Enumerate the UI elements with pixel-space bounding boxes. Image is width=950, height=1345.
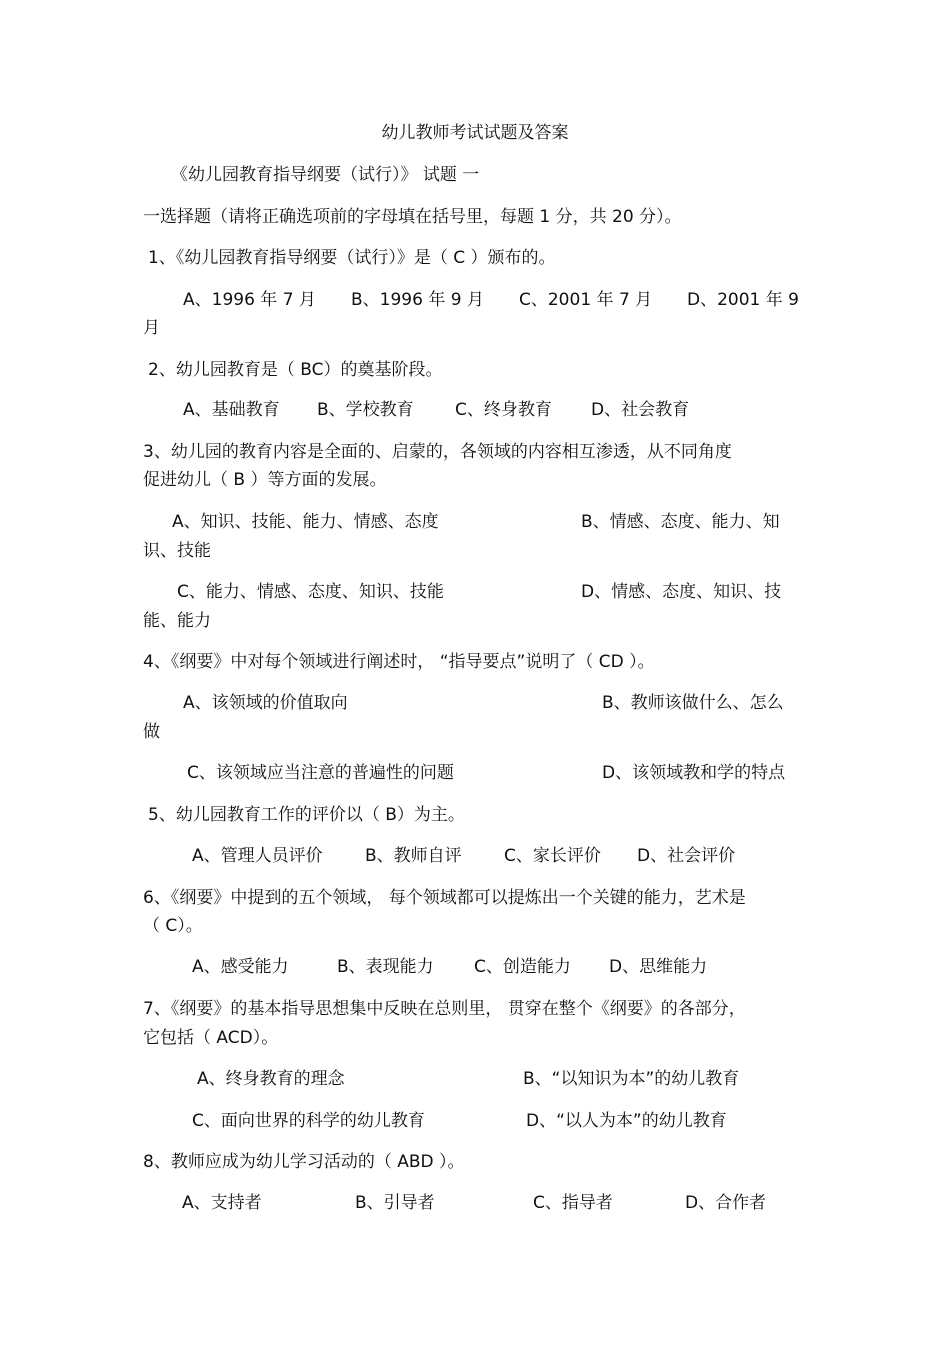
question-2-option-d: D、社会教育	[591, 400, 690, 420]
question-6-option-c: C、创造能力	[474, 957, 571, 977]
question-1-option-d-wrap: 月	[143, 318, 160, 338]
question-2-stem: 2、幼儿园教育是（ BC）的奠基阶段。	[148, 360, 443, 380]
question-6-option-d: D、思维能力	[609, 957, 708, 977]
question-6-stem-line-1: 6、《纲要》中提到的五个领域， 每个领域都可以提炼出一个关键的能力，艺术是	[143, 888, 746, 908]
question-1-option-a: A、1996 年 7 月	[183, 290, 316, 310]
question-5-option-a: A、管理人员评价	[192, 846, 323, 866]
document-title: 幼儿教师考试试题及答案	[381, 123, 569, 143]
question-4-option-d: D、该领域教和学的特点	[602, 763, 786, 783]
question-2-option-a: A、基础教育	[183, 400, 280, 420]
question-3-option-c: C、能力、情感、态度、知识、技能	[177, 582, 444, 602]
question-7-stem-line-1: 7、《纲要》的基本指导思想集中反映在总则里， 贯穿在整个《纲要》的各部分，	[143, 999, 746, 1019]
question-5-option-c: C、家长评价	[504, 846, 601, 866]
question-2-option-b: B、学校教育	[317, 400, 414, 420]
question-1-option-d: D、2001 年 9	[687, 290, 799, 310]
question-3-stem-line-1: 3、幼儿园的教育内容是全面的、启蒙的，各领域的内容相互渗透，从不同角度	[143, 442, 732, 462]
question-4-option-a: A、该领域的价值取向	[183, 693, 348, 713]
question-6-option-a: A、感受能力	[192, 957, 289, 977]
question-6-option-b: B、表现能力	[337, 957, 434, 977]
section-instructions: 一选择题（请将正确选项前的字母填在括号里，每题 1 分，共 20 分）。	[143, 207, 682, 227]
question-7-option-a: A、终身教育的理念	[197, 1069, 345, 1089]
question-4-option-b: B、教师该做什么、怎么	[602, 693, 784, 713]
question-1-option-b: B、1996 年 9 月	[351, 290, 484, 310]
question-7-option-b: B、“以知识为本”的幼儿教育	[523, 1069, 740, 1089]
question-2-option-c: C、终身教育	[455, 400, 552, 420]
question-8-option-a: A、支持者	[182, 1193, 262, 1213]
question-8-stem: 8、教师应成为幼儿学习活动的（ ABD ）。	[143, 1152, 465, 1172]
question-3-option-d-wrap: 能、能力	[143, 611, 211, 631]
document-subtitle: 《幼儿园教育指导纲要（试行）》 试题 一	[171, 165, 480, 185]
question-3-option-b-wrap: 识、技能	[143, 541, 211, 561]
question-1-option-c: C、2001 年 7 月	[519, 290, 653, 310]
question-7-stem-line-2: 它包括（ ACD）。	[143, 1028, 279, 1048]
question-5-option-d: D、社会评价	[637, 846, 736, 866]
question-3-option-d: D、情感、态度、知识、技	[581, 582, 782, 602]
question-7-option-d: D、“以人为本”的幼儿教育	[526, 1111, 727, 1131]
question-1-stem: 1、《幼儿园教育指导纲要（试行）》是（ C ）颁布的。	[148, 248, 556, 268]
question-5-option-b: B、教师自评	[365, 846, 462, 866]
question-4-stem: 4、《纲要》中对每个领域进行阐述时， “指导要点”说明了（ CD ）。	[143, 652, 655, 672]
question-4-option-c: C、该领域应当注意的普遍性的问题	[187, 763, 454, 783]
question-5-stem: 5、幼儿园教育工作的评价以（ B）为主。	[148, 805, 465, 825]
question-7-option-c: C、面向世界的科学的幼儿教育	[192, 1111, 425, 1131]
question-8-option-c: C、指导者	[533, 1193, 613, 1213]
question-8-option-d: D、合作者	[685, 1193, 767, 1213]
question-8-option-b: B、引导者	[355, 1193, 435, 1213]
question-3-stem-line-2: 促进幼儿（ B ）等方面的发展。	[143, 470, 387, 490]
question-3-option-b: B、情感、态度、能力、知	[581, 512, 780, 532]
question-4-option-b-wrap: 做	[143, 722, 160, 742]
question-6-stem-line-2: （ C）。	[143, 916, 203, 936]
question-3-option-a: A、知识、技能、能力、情感、态度	[172, 512, 439, 532]
